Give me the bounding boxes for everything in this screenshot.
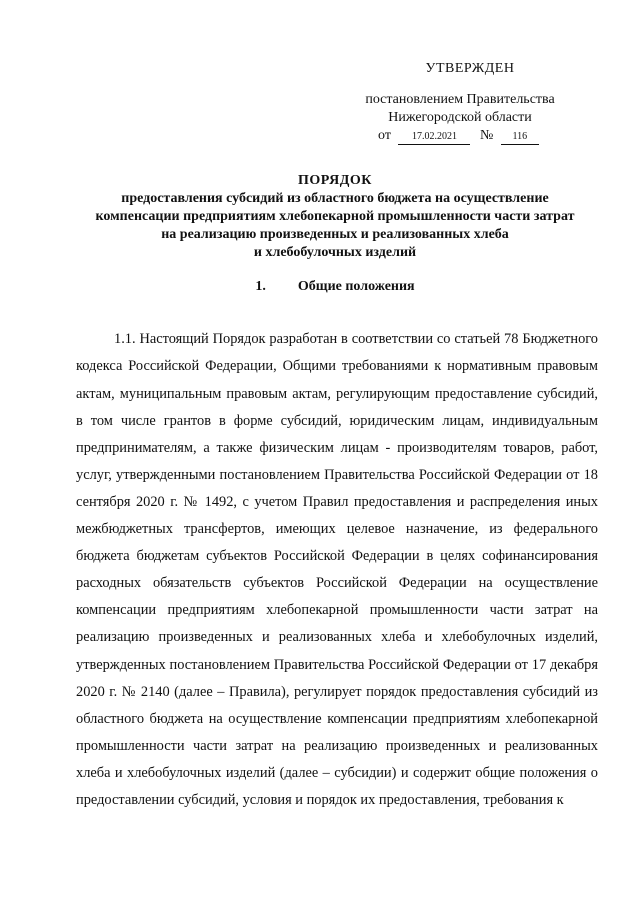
number-sign: № [479,128,494,143]
decree-date: 17.02.2021 [398,130,470,145]
decree-line-1: постановлением Правительства [365,92,555,107]
title-line-1: предоставления субсидий из областного бюджета на осуществление [121,191,549,206]
decree-line-2: Нижегородской области [388,110,532,125]
document-title [70,172,600,262]
decree-date-line [378,127,580,145]
section-title: Общие положения [297,279,415,294]
paragraph-1-1: 1.1. Настоящий Порядок разработан в соответствии со статьей 78 Бюджетного кодекса Российской Федерации, Общими требованиями к нормативным правовым актам, муниципальным правовым актам, регулирующим предоставление субсидий, в том числе грантов в форме субсидий, юридическим лицам, индивидуальным предпринимателям, а также физическим лицам - производителям товаров, работ, услуг, утвержденными постановлением Правительства Российской Федерации от 18 сентября 2020 г. № 1492, с учетом Правил предоставления и распределения иных межбюджетных трансфертов, имеющих целевое назначение, из федерального бюджета бюджетам субъектов Российской Федерации в целях софинансирования расходных обязательств субъектов Российской Федерации на осуществление компенсации предприятиям хлебопекарной промышленности части затрат на реализацию произведенных и реализованных хлеба и хлебобулочных изделий, утвержденных постановлением Правительства Российской Федерации от 17 декабря 2020 г. № 2140 (далее – Правила), регулирует порядок предоставления субсидий из областного бюджета на осуществление компенсации предприятиям хлебопекарной промышленности части затрат на реализацию произведенных и реализованных хлеба и хлебобулочных изделий (далее – субсидии) и содержит общие положения о предоставлении субсидий, условия и порядок их предоставления, требования к [76,331,598,808]
approval-stamp [340,60,580,145]
decree-number: 116 [501,130,539,145]
from-label: от [378,128,391,143]
section-heading [70,278,600,296]
title-line-4: и хлебобулочных изделий [253,245,417,260]
title-line-2: компенсации предприятиям хлебопекарной промышленности части затрат [95,209,575,224]
section-number: 1. [255,279,266,294]
title-main: ПОРЯДОК [298,173,372,188]
title-line-3: на реализацию произведенных и реализованных хлеба [161,227,509,242]
approved-label: УТВЕРЖДЕН [425,61,515,76]
